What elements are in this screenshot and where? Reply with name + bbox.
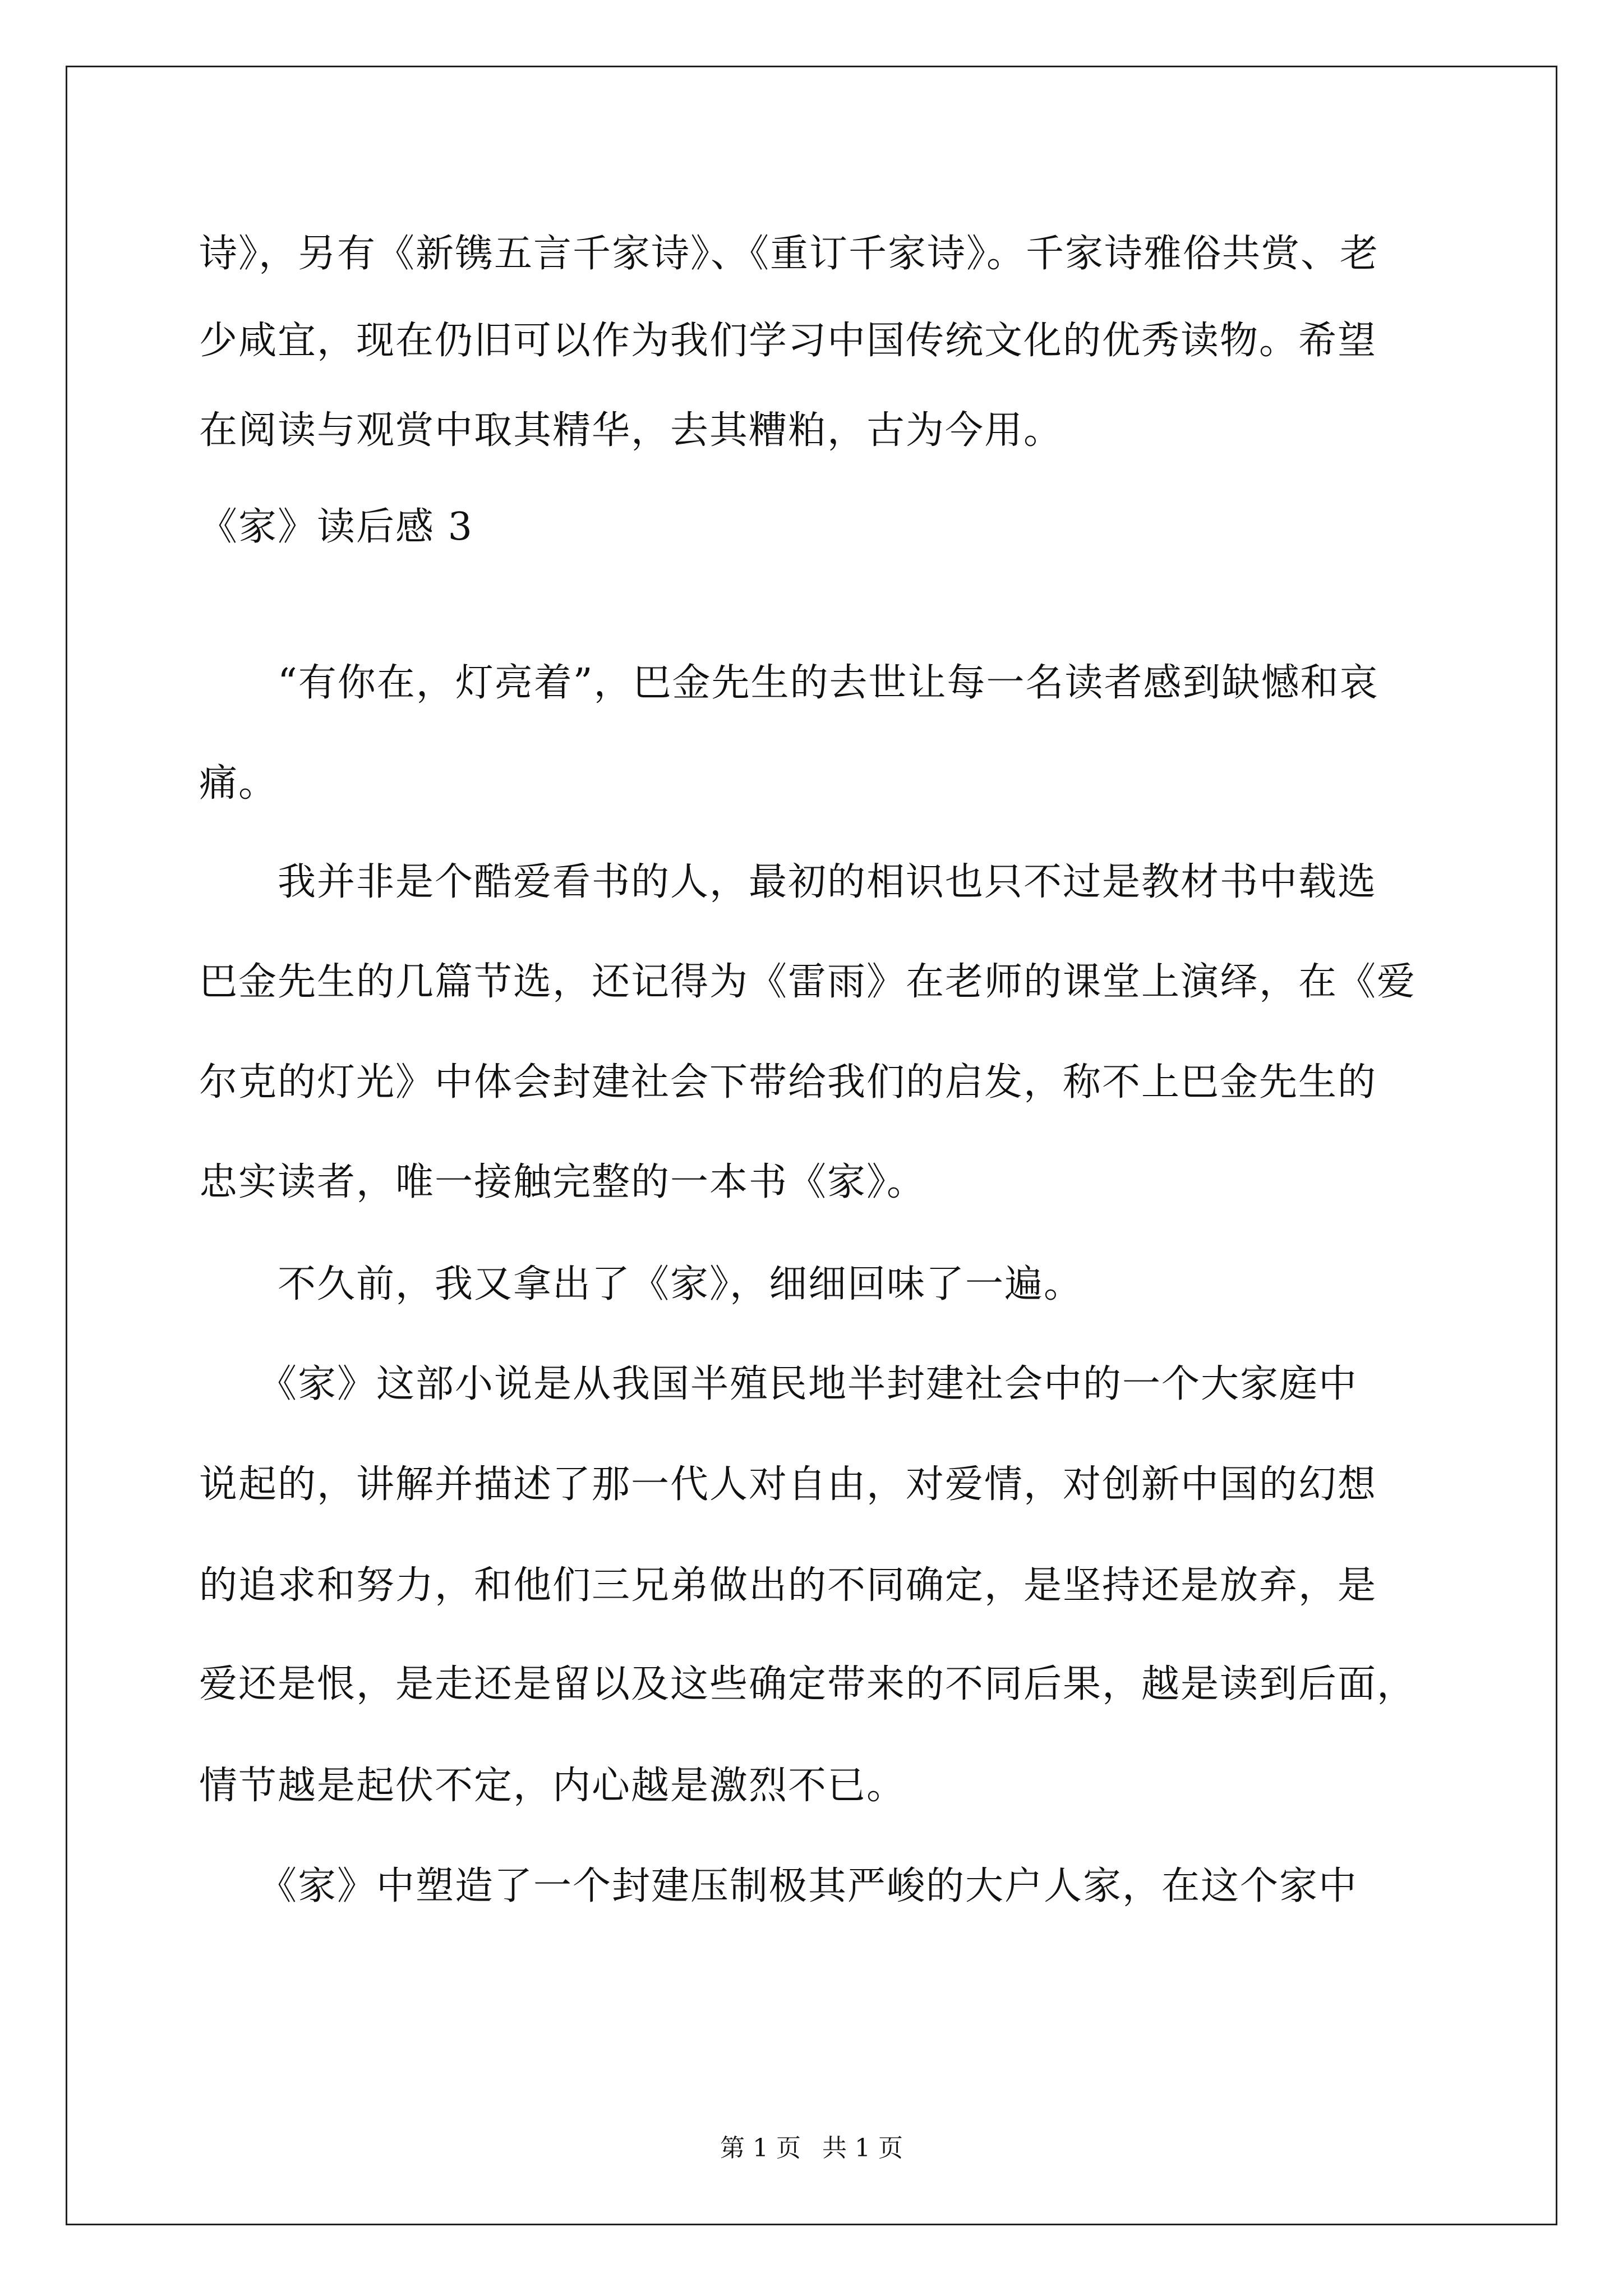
text-line-12: 《家》这部小说是从我国半殖民地半封建社会中的一个大家庭中: [199, 1362, 1358, 1406]
page-total: 共 1 页: [822, 2134, 903, 2162]
text-line-1: 诗》，另有《新镌五言千家诗》、《重订千家诗》。千家诗雅俗共赏、老: [199, 232, 1380, 276]
text-line-9: 尔克的灯光》中体会封建社会下带给我们的启发，称不上巴金先生的: [199, 1060, 1377, 1105]
text-line-10: 忠实读者，唯一接触完整的一本书《家》。: [199, 1160, 926, 1204]
text-line-17: 《家》中塑造了一个封建压制极其严峻的大户人家，在这个家中: [199, 1864, 1358, 1908]
text-line-11: 不久前，我又拿出了《家》，细细回味了一遍。: [199, 1262, 1083, 1306]
text-line-5: “有你在，灯亮着”，巴金先生的去世让每一名读者感到缺憾和哀: [199, 661, 1379, 705]
page-number: 第 1 页: [720, 2134, 801, 2162]
text-line-2: 少咸宜，现在仍旧可以作为我们学习中国传统文化的优秀读物。希望: [199, 319, 1377, 363]
section-heading: 《家》读后感 3: [199, 505, 473, 549]
text-line-6: 痛。: [199, 761, 278, 806]
text-line-13: 说起的，讲解并描述了那一代人对自由，对爱情，对创新中国的幻想: [199, 1462, 1377, 1507]
text-line-16: 情节越是起伏不定，内心越是激烈不已。: [199, 1764, 906, 1808]
text-line-7: 我并非是个酷爱看书的人，最初的相识也只不过是教材书中载选: [199, 860, 1377, 904]
text-line-15: 爱还是恨，是走还是留以及这些确定带来的不同后果，越是读到后面，: [199, 1662, 1417, 1706]
text-line-3: 在阅读与观赏中取其精华，去其糟粕，古为今用。: [199, 408, 1063, 453]
text-line-8: 巴金先生的几篇节选，还记得为《雷雨》在老师的课堂上演绎，在《爱: [199, 960, 1417, 1004]
text-line-14: 的追求和努力，和他们三兄弟做出的不同确定，是坚持还是放弃，是: [199, 1563, 1377, 1608]
page-footer: [0, 2133, 1623, 2164]
